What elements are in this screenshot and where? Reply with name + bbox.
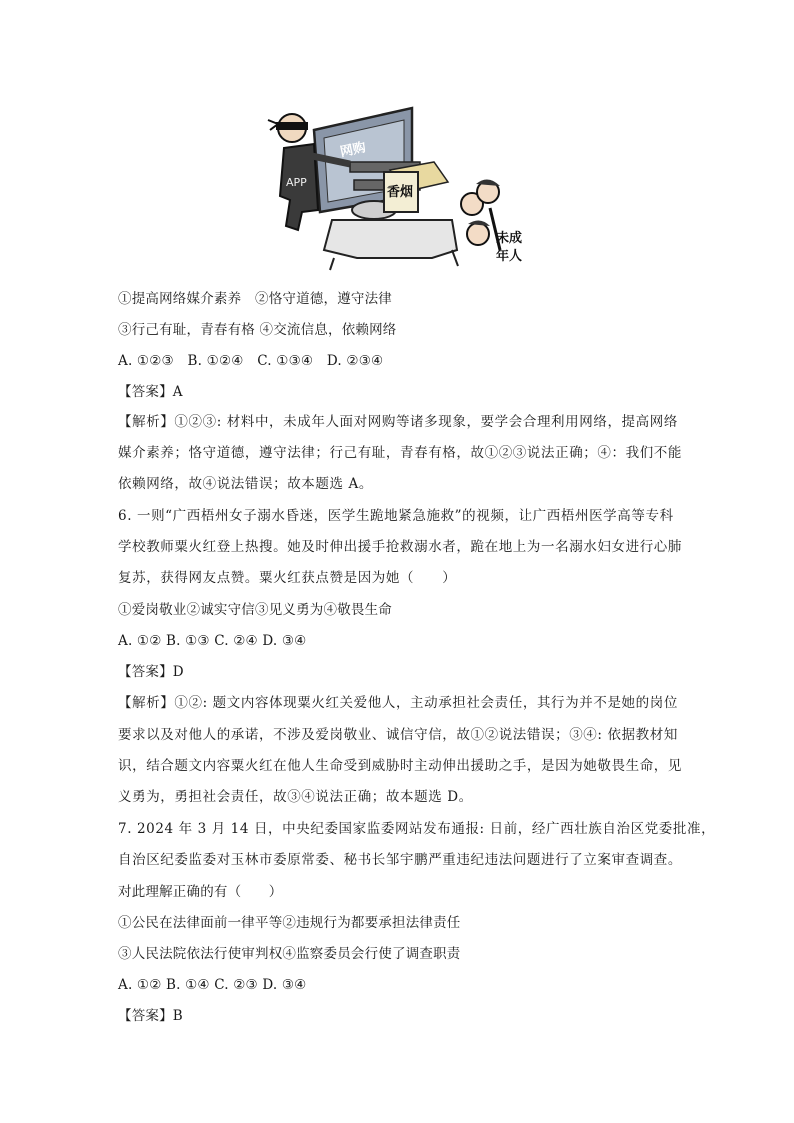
answer-line: 【答案】B	[118, 1008, 183, 1024]
option-line: ①爱岗敬业②诚实守信③见义勇为④敬畏生命	[118, 602, 392, 618]
question-line: 自治区纪委监委对玉林市委原常委、秘书长邹宇鹏严重违纪违法问题进行了立案审查调查。	[118, 852, 682, 868]
question-line: 学校教师粟火红登上热搜。她及时伸出援手抢救溺水者，跪在地上为一名溺水妇女进行心肺	[118, 539, 682, 555]
table-shape	[324, 220, 457, 258]
choices-line: A. ①② B. ①③ C. ②④ D. ③④	[118, 633, 307, 649]
choices-line: A. ①②③ B. ①②④ C. ①③④ D. ②③④	[118, 353, 384, 369]
minor-label-2: 年人	[496, 249, 523, 264]
analysis-line: 【解析】①②: 题文内容体现粟火红关爱他人，主动承担社会责任，其行为并不是她的岗位	[118, 695, 678, 711]
analysis-line: 义勇为，勇担社会责任，故③④说法正确；故本题选 D。	[118, 789, 473, 805]
choices-line: A. ①② B. ①④ C. ②③ D. ③④	[118, 977, 307, 993]
option-line: ③人民法院依法行使审判权④监察委员会行使了调查职责	[118, 946, 461, 962]
analysis-line: 依赖网络，故④说法错误；故本题选 A。	[118, 476, 373, 492]
analysis-line: 要求以及对他人的承诺，不涉及爱岗敬业、诚信守信，故①②说法错误；③④: 依据教材知	[118, 727, 678, 743]
analysis-line: 媒介素养；恪守道德，遵守法律；行己有耻，青春有格，故①②③说法正确；④：我们不能	[118, 445, 682, 461]
question-line: 7. 2024 年 3 月 14 日，中央纪委国家监委网站发布通报: 日前，经广西壮族自治区党委批准，	[118, 821, 716, 837]
option-line: ①提高网络媒介素养 ②恪守道德，遵守法律	[118, 291, 392, 307]
box-label: 香烟	[387, 185, 414, 200]
illustration-online-shopping-minors	[262, 100, 542, 272]
screen-label: 网购	[338, 140, 368, 161]
question-line: 复苏，获得网友点赞。粟火红获点赞是因为她（ ）	[118, 570, 457, 586]
option-line: ③行己有耻，青春有格 ④交流信息，依赖网络	[118, 322, 397, 338]
analysis-line: 【解析】①②③: 材料中，未成年人面对网购等诸多现象，要学会合理利用网络，提高网络	[118, 414, 678, 430]
answer-line: 【答案】A	[118, 384, 183, 400]
question-line: 6. 一则“广西梧州女子溺水昏迷，医学生跪地紧急施救”的视频，让广西梧州医学高等专科	[118, 508, 674, 524]
option-line: ①公民在法律面前一律平等②违规行为都要承担法律责任	[118, 915, 461, 931]
app-label: APP	[286, 176, 307, 189]
answer-line: 【答案】D	[118, 664, 184, 680]
minor-label-1: 未成	[496, 231, 523, 246]
question-line: 对此理解正确的有（ ）	[118, 884, 283, 900]
analysis-line: 识，结合题文内容粟火红在他人生命受到威胁时主动伸出援助之手，是因为她敬畏生命，见	[118, 758, 682, 774]
